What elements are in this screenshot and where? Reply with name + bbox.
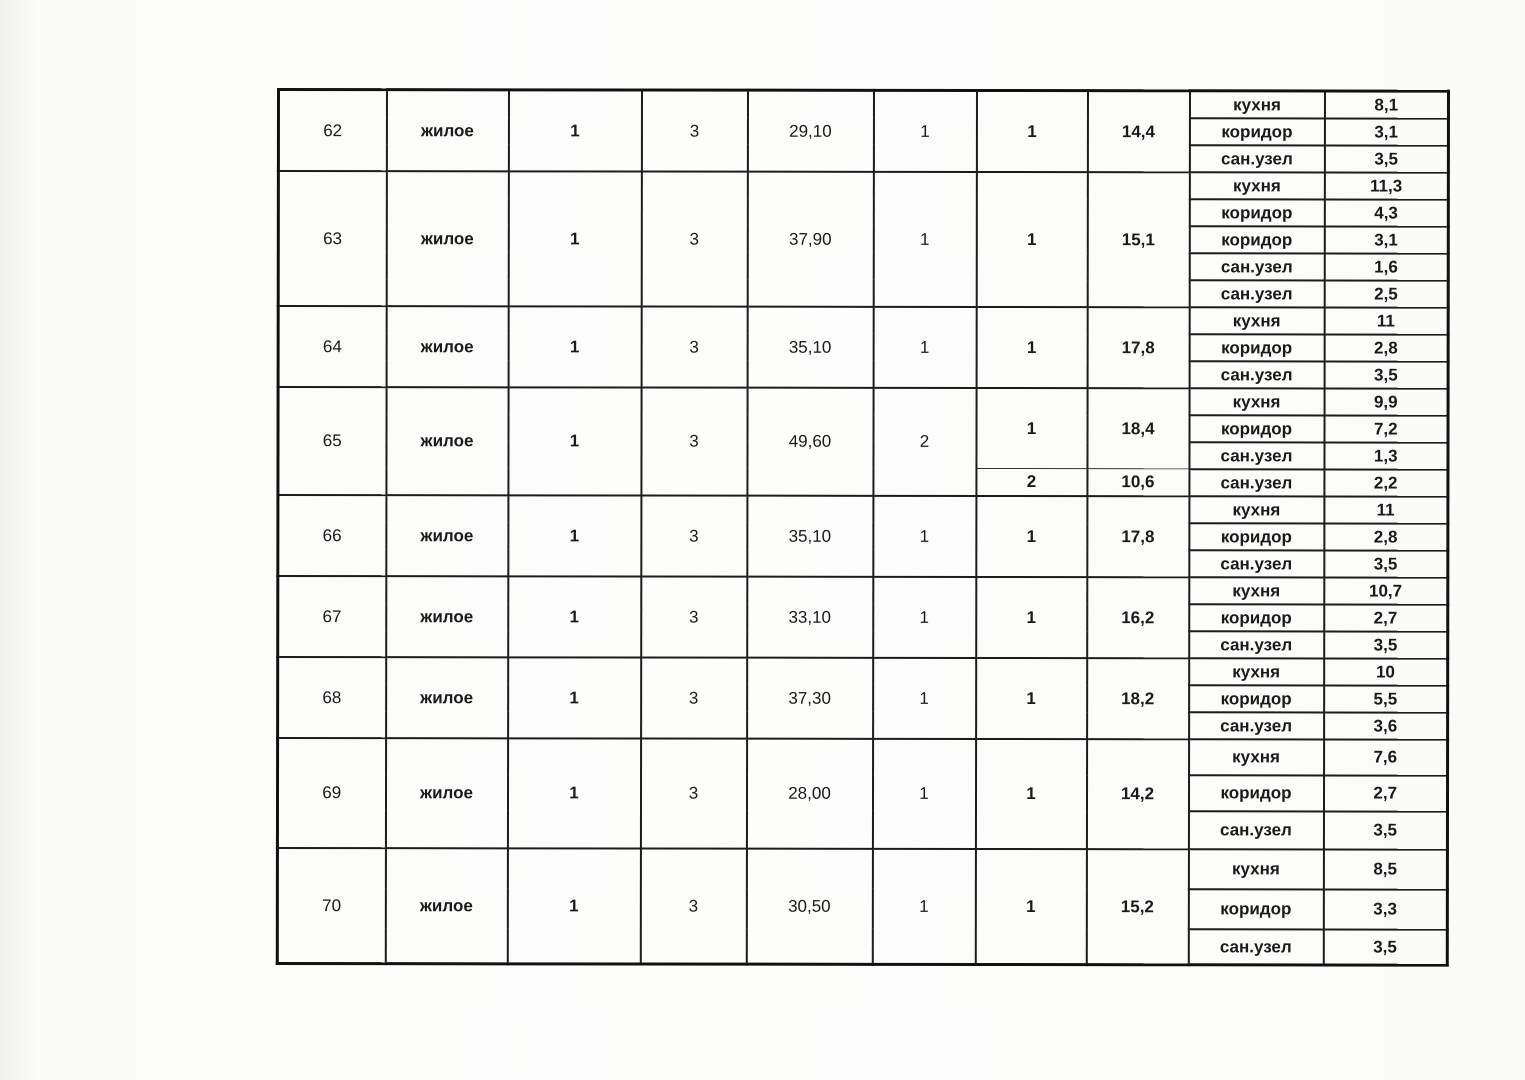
aux-room-name: коридор: [1189, 415, 1324, 442]
aux-room-area: 2,5: [1324, 280, 1448, 307]
living-room-number: 1: [976, 90, 1087, 171]
apartment-type: жилое: [386, 657, 508, 738]
aux-room-name: кухня: [1189, 388, 1324, 415]
table-row: [278, 657, 1448, 686]
apartment-type: жилое: [386, 387, 508, 495]
apartment-type: жилое: [385, 738, 507, 848]
table-row: [278, 495, 1448, 524]
apartment-col4: 3: [641, 495, 747, 576]
apartment-number: 67: [278, 576, 386, 657]
living-room-area: 17,8: [1087, 496, 1189, 577]
aux-room-area: 9,9: [1324, 388, 1448, 415]
apartment-type: жилое: [386, 306, 508, 387]
apartment-col3: 1: [508, 576, 641, 657]
aux-room-name: коридор: [1189, 334, 1324, 361]
aux-room-name: сан.узел: [1189, 145, 1324, 172]
aux-room-area: 3,5: [1324, 631, 1448, 658]
apartment-total-area: 33,10: [747, 576, 873, 657]
apartment-col3: 1: [508, 171, 641, 306]
aux-room-area: 11: [1324, 496, 1448, 523]
apartment-col3: 1: [508, 90, 641, 171]
apartment-col3: 1: [508, 387, 641, 495]
aux-room-name: коридор: [1189, 685, 1324, 712]
living-room-area: 10,6: [1087, 469, 1189, 496]
apartment-col4: 3: [641, 90, 747, 171]
aux-room-area: 3,5: [1324, 145, 1448, 172]
aux-room-area: 5,5: [1324, 685, 1448, 712]
apartment-type: жилое: [386, 171, 508, 306]
table-row: [278, 576, 1448, 605]
table-row: [278, 171, 1448, 200]
apartment-number: 62: [278, 90, 386, 171]
living-room-area: 15,1: [1087, 172, 1189, 307]
living-room-number: 1: [976, 387, 1087, 468]
living-room-area: 14,4: [1087, 91, 1189, 172]
aux-room-name: коридор: [1189, 199, 1324, 226]
aux-room-area: 7,2: [1324, 415, 1448, 442]
aux-room-area: 10: [1324, 658, 1448, 685]
apartments-table: [276, 88, 1450, 967]
apartment-total-area: 29,10: [747, 90, 873, 171]
living-room-number: 1: [976, 657, 1087, 738]
aux-room-name: сан.узел: [1188, 929, 1323, 965]
apartment-total-area: 35,10: [747, 306, 873, 387]
living-room-area: 18,4: [1087, 388, 1189, 469]
apartment-number: 65: [278, 387, 386, 495]
apartment-col3: 1: [508, 306, 641, 387]
apartment-col4: 3: [641, 387, 747, 495]
living-room-number: 1: [975, 738, 1086, 848]
apartment-type: жилое: [386, 576, 508, 657]
living-room-area: 15,2: [1086, 849, 1188, 965]
apartment-number: 66: [278, 495, 386, 576]
aux-room-area: 3,5: [1324, 361, 1448, 388]
apartment-number: 70: [277, 848, 385, 964]
aux-room-name: коридор: [1189, 118, 1324, 145]
aux-room-name: сан.узел: [1188, 811, 1323, 849]
living-room-number: 1: [976, 306, 1087, 387]
apartment-rooms-count: 1: [872, 738, 975, 848]
aux-room-area: 3,6: [1324, 712, 1448, 739]
apartment-number: 63: [278, 171, 386, 306]
aux-room-area: 3,1: [1324, 226, 1448, 253]
aux-room-name: кухня: [1189, 577, 1324, 604]
aux-room-name: сан.узел: [1189, 469, 1324, 496]
living-room-area: 18,2: [1087, 658, 1189, 739]
aux-room-area: 10,7: [1324, 577, 1448, 604]
apartment-rooms-count: 1: [873, 90, 976, 171]
aux-room-name: сан.узел: [1189, 550, 1324, 577]
table-row: [278, 90, 1448, 119]
aux-room-name: сан.узел: [1189, 253, 1324, 280]
aux-room-name: кухня: [1189, 739, 1324, 775]
aux-room-area: 8,1: [1324, 91, 1448, 118]
aux-room-area: 11,3: [1324, 172, 1448, 199]
apartment-total-area: 37,30: [747, 657, 873, 738]
aux-room-area: 2,2: [1324, 469, 1448, 496]
aux-room-name: коридор: [1189, 604, 1324, 631]
apartment-type: жилое: [386, 495, 508, 576]
aux-room-area: 3,5: [1323, 811, 1447, 849]
aux-room-name: кухня: [1189, 658, 1324, 685]
apartment-total-area: 30,50: [746, 848, 872, 964]
aux-room-area: 3,5: [1323, 929, 1447, 965]
aux-room-area: 2,7: [1324, 604, 1448, 631]
living-room-number: 1: [976, 576, 1087, 657]
apartment-rooms-count: 1: [873, 171, 976, 306]
apartment-total-area: 37,90: [747, 171, 873, 306]
apartment-total-area: 28,00: [746, 738, 872, 848]
aux-room-area: 3,3: [1323, 889, 1447, 929]
apartment-rooms-count: 1: [873, 306, 976, 387]
living-room-area: 17,8: [1087, 307, 1189, 388]
apartment-number: 69: [277, 738, 385, 848]
aux-room-name: сан.узел: [1189, 712, 1324, 739]
aux-room-name: кухня: [1188, 849, 1323, 889]
living-room-number: 2: [976, 468, 1087, 495]
aux-room-area: 3,5: [1324, 550, 1448, 577]
aux-room-name: коридор: [1188, 889, 1323, 929]
aux-room-area: 1,3: [1324, 442, 1448, 469]
apartment-total-area: 49,60: [747, 387, 873, 495]
living-room-area: 16,2: [1087, 577, 1189, 658]
apartment-col3: 1: [508, 657, 641, 738]
apartment-col4: 3: [641, 306, 747, 387]
apartment-col4: 3: [640, 738, 746, 848]
table-body: [277, 90, 1448, 966]
apartment-rooms-count: 1: [873, 495, 976, 576]
apartment-rooms-count: 1: [873, 576, 976, 657]
aux-room-area: 2,8: [1324, 523, 1448, 550]
aux-room-name: коридор: [1188, 775, 1323, 811]
aux-room-name: коридор: [1189, 523, 1324, 550]
table-row: [278, 306, 1448, 335]
living-room-area: 14,2: [1086, 739, 1188, 849]
aux-room-name: кухня: [1189, 307, 1324, 334]
apartment-col4: 3: [641, 657, 747, 738]
apartment-rooms-count: 2: [873, 387, 976, 495]
apartment-rooms-count: 1: [873, 657, 976, 738]
apartment-col3: 1: [508, 495, 641, 576]
apartment-total-area: 35,10: [747, 495, 873, 576]
living-room-number: 1: [976, 495, 1087, 576]
apartment-col4: 3: [641, 171, 747, 306]
aux-room-area: 1,6: [1324, 253, 1448, 280]
aux-room-name: сан.узел: [1189, 361, 1324, 388]
aux-room-name: сан.узел: [1189, 631, 1324, 658]
aux-room-name: кухня: [1189, 172, 1324, 199]
apartment-col3: 1: [507, 738, 640, 848]
table-row: [278, 387, 1448, 416]
aux-room-name: коридор: [1189, 226, 1324, 253]
living-room-number: 1: [976, 171, 1087, 306]
aux-room-area: 4,3: [1324, 199, 1448, 226]
aux-room-name: кухня: [1189, 496, 1324, 523]
aux-room-area: 11: [1324, 307, 1448, 334]
apartment-number: 64: [278, 306, 386, 387]
table-row: [277, 848, 1447, 890]
aux-room-area: 2,8: [1324, 334, 1448, 361]
living-room-number: 1: [975, 848, 1086, 964]
aux-room-area: 3,1: [1324, 118, 1448, 145]
table-row: [278, 738, 1448, 776]
apartment-col3: 1: [507, 848, 640, 964]
aux-room-area: 8,5: [1323, 849, 1447, 889]
apartment-col4: 3: [640, 848, 746, 964]
aux-room-name: сан.узел: [1189, 280, 1324, 307]
aux-room-area: 2,7: [1323, 775, 1447, 811]
apartment-col4: 3: [641, 576, 747, 657]
aux-room-name: сан.узел: [1189, 442, 1324, 469]
apartment-number: 68: [278, 657, 386, 738]
apartment-type: жилое: [385, 848, 507, 964]
aux-room-name: кухня: [1189, 91, 1324, 118]
apartment-type: жилое: [386, 90, 508, 171]
aux-room-area: 7,6: [1324, 739, 1448, 775]
apartment-rooms-count: 1: [872, 848, 975, 964]
